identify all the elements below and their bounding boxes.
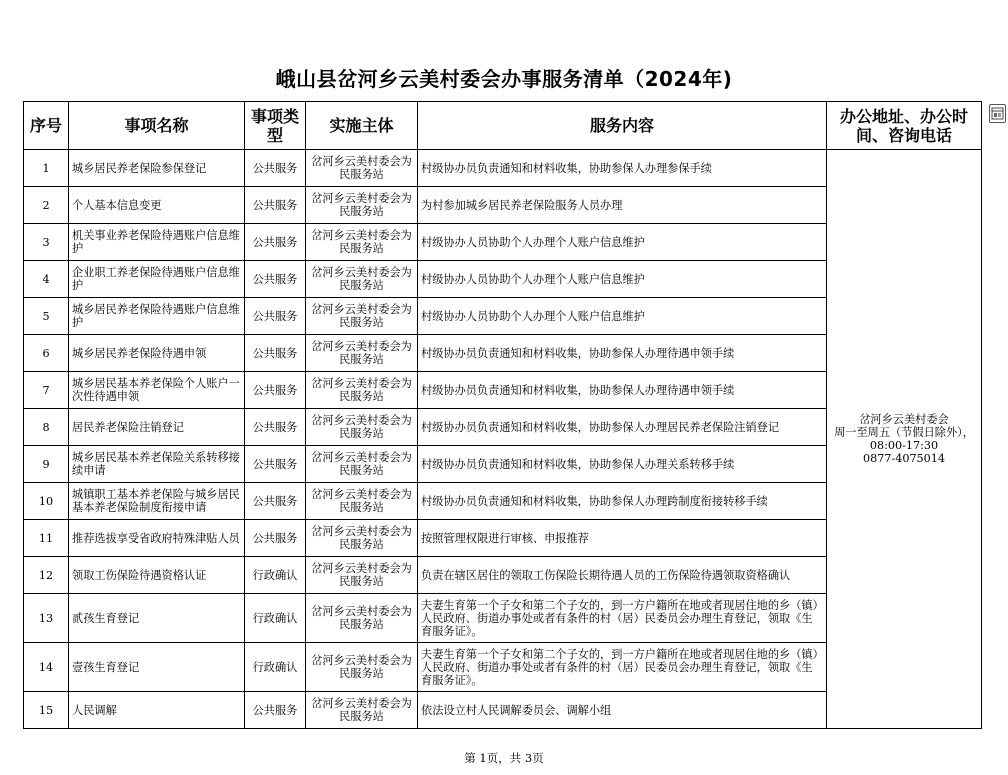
row-number: 2 [24, 187, 69, 224]
item-type: 行政确认 [245, 643, 306, 692]
item-type: 公共服务 [245, 409, 306, 446]
item-type: 行政确认 [245, 557, 306, 594]
implementing-body: 岔河乡云美村委会为民服务站 [306, 372, 418, 409]
item-type: 公共服务 [245, 692, 306, 729]
row-number: 8 [24, 409, 69, 446]
row-number: 6 [24, 335, 69, 372]
item-name: 贰孩生育登记 [69, 594, 245, 643]
implementing-body: 岔河乡云美村委会为民服务站 [306, 187, 418, 224]
implementing-body: 岔河乡云美村委会为民服务站 [306, 446, 418, 483]
item-name: 城乡居民基本养老保险个人账户一次性待遇申领 [69, 372, 245, 409]
item-type: 公共服务 [245, 335, 306, 372]
header-office: 办公地址、办公时间、咨询电话 [827, 102, 982, 150]
service-content: 村级协办人员协助个人办理个人账户信息维护 [418, 298, 827, 335]
item-name: 城乡居民养老保险待遇申领 [69, 335, 245, 372]
row-number: 11 [24, 520, 69, 557]
office-info-cell [827, 150, 982, 729]
row-number: 3 [24, 224, 69, 261]
row-number: 9 [24, 446, 69, 483]
service-content: 村级协办员负责通知和材料收集，协助参保人办理待遇申领手续 [418, 372, 827, 409]
item-type: 行政确认 [245, 594, 306, 643]
row-number: 14 [24, 643, 69, 692]
row-number: 12 [24, 557, 69, 594]
item-name: 人民调解 [69, 692, 245, 729]
row-number: 10 [24, 483, 69, 520]
implementing-body: 岔河乡云美村委会为民服务站 [306, 692, 418, 729]
header-type: 事项类型 [245, 102, 306, 150]
row-number: 4 [24, 261, 69, 298]
table-header-row [24, 102, 982, 150]
service-content: 负责在辖区居住的领取工伤保险长期待遇人员的工伤保险待遇领取资格确认 [418, 557, 827, 594]
implementing-body: 岔河乡云美村委会为民服务站 [306, 224, 418, 261]
item-type: 公共服务 [245, 483, 306, 520]
service-content: 村级协办人员协助个人办理个人账户信息维护 [418, 224, 827, 261]
window-grid-icon[interactable] [989, 104, 1006, 123]
implementing-body: 岔河乡云美村委会为民服务站 [306, 409, 418, 446]
document-title: 峨山县岔河乡云美村委会办事服务清单（2024年) [275, 67, 733, 91]
implementing-body: 岔河乡云美村委会为民服务站 [306, 261, 418, 298]
service-content: 村级协办员负责通知和材料收集，协助参保人办理跨制度衔接转移手续 [418, 483, 827, 520]
item-name: 城镇职工基本养老保险与城乡居民基本养老保险制度衔接申请 [69, 483, 245, 520]
service-content: 夫妻生育第一个子女和第二个子女的，到一方户籍所在地或者现居住地的乡（镇）人民政府、街道办事处或者有条件的村（居）民委员会办理生育登记，领取《生育服务证》。 [418, 594, 827, 643]
service-content: 依法设立村人民调解委员会、调解小组 [418, 692, 827, 729]
service-content: 夫妻生育第一个子女和第二个子女的，到一方户籍所在地或者现居住地的乡（镇）人民政府、街道办事处或者有条件的村（居）民委员会办理生育登记，领取《生育服务证》。 [418, 643, 827, 692]
item-name: 居民养老保险注销登记 [69, 409, 245, 446]
table-row [24, 150, 982, 187]
office-phone: 0877-4075014 [862, 452, 946, 465]
implementing-body: 岔河乡云美村委会为民服务站 [306, 335, 418, 372]
item-name: 城乡居民养老保险参保登记 [69, 150, 245, 187]
implementing-body: 岔河乡云美村委会为民服务站 [306, 150, 418, 187]
item-name: 城乡居民养老保险待遇账户信息维护 [69, 298, 245, 335]
service-content: 村级协办人员协助个人办理个人账户信息维护 [418, 261, 827, 298]
service-content: 村级协办员负责通知和材料收集，协助参保人办理关系转移手续 [418, 446, 827, 483]
item-type: 公共服务 [245, 261, 306, 298]
service-table [23, 101, 982, 729]
item-name: 壹孩生育登记 [69, 643, 245, 692]
item-type: 公共服务 [245, 187, 306, 224]
service-content: 村级协办员负责通知和材料收集，协助参保人办理参保手续 [418, 150, 827, 187]
implementing-body: 岔河乡云美村委会为民服务站 [306, 643, 418, 692]
header-content: 服务内容 [418, 102, 827, 150]
row-number: 13 [24, 594, 69, 643]
service-content: 为村参加城乡居民养老保险服务人员办理 [418, 187, 827, 224]
office-hours: 周一至周五（节假日除外），08:00-17:30 [834, 426, 974, 452]
service-content: 村级协办员负责通知和材料收集，协助参保人办理居民养老保险注销登记 [418, 409, 827, 446]
item-type: 公共服务 [245, 372, 306, 409]
implementing-body: 岔河乡云美村委会为民服务站 [306, 594, 418, 643]
row-number: 5 [24, 298, 69, 335]
item-name: 城乡居民基本养老保险关系转移接续申请 [69, 446, 245, 483]
item-type: 公共服务 [245, 298, 306, 335]
row-number: 7 [24, 372, 69, 409]
item-name: 推荐选拔享受省政府特殊津贴人员 [69, 520, 245, 557]
implementing-body: 岔河乡云美村委会为民服务站 [306, 483, 418, 520]
item-name: 企业职工养老保险待遇账户信息维护 [69, 261, 245, 298]
implementing-body: 岔河乡云美村委会为民服务站 [306, 557, 418, 594]
header-name: 事项名称 [69, 102, 245, 150]
office-address: 岔河乡云美村委会 [859, 413, 949, 426]
item-name: 领取工伤保险待遇资格认证 [69, 557, 245, 594]
row-number: 1 [24, 150, 69, 187]
row-number: 15 [24, 692, 69, 729]
header-subject: 实施主体 [306, 102, 418, 150]
implementing-body: 岔河乡云美村委会为民服务站 [306, 298, 418, 335]
item-type: 公共服务 [245, 224, 306, 261]
item-name: 个人基本信息变更 [69, 187, 245, 224]
header-no: 序号 [24, 102, 69, 150]
item-type: 公共服务 [245, 150, 306, 187]
service-content: 村级协办员负责通知和材料收集，协助参保人办理待遇申领手续 [418, 335, 827, 372]
implementing-body: 岔河乡云美村委会为民服务站 [306, 520, 418, 557]
item-name: 机关事业养老保险待遇账户信息维护 [69, 224, 245, 261]
page-number: 第 1页，共 3页 [464, 751, 544, 765]
service-content: 按照管理权限进行审核、申报推荐 [418, 520, 827, 557]
item-type: 公共服务 [245, 446, 306, 483]
item-type: 公共服务 [245, 520, 306, 557]
